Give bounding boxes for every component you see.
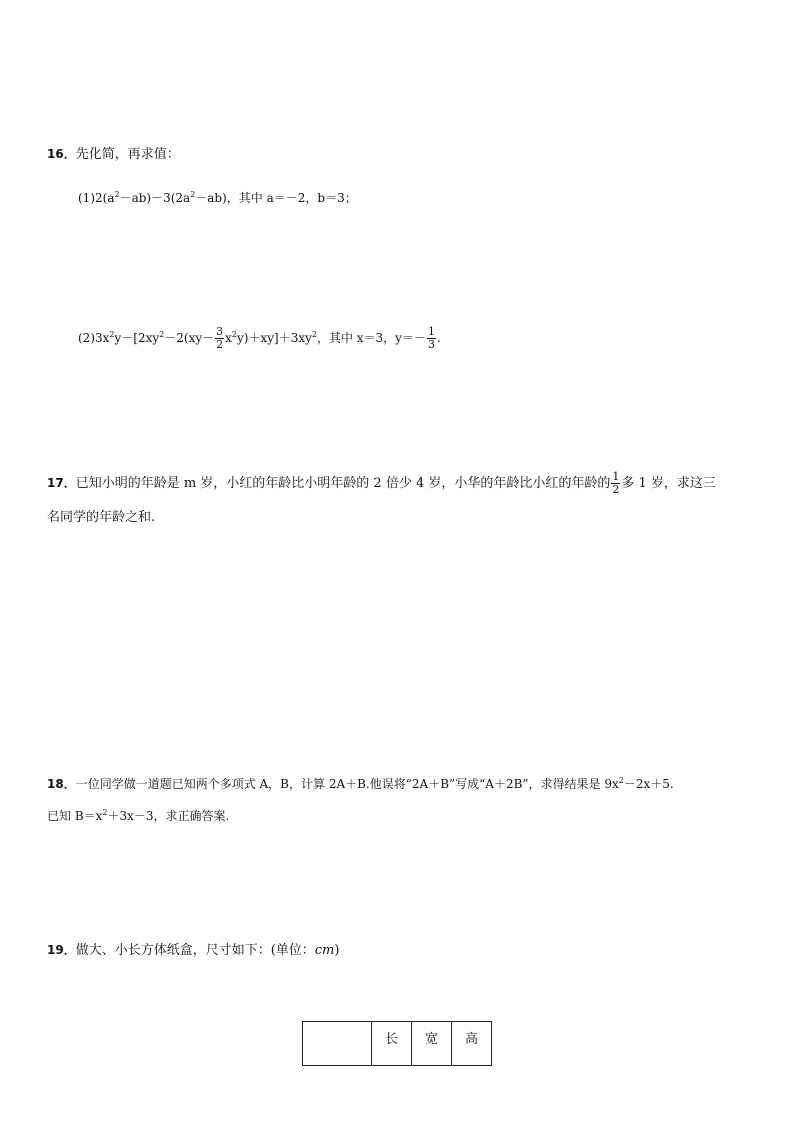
- q16-part1: [78, 188, 357, 208]
- fraction-numerator: 1: [612, 470, 620, 483]
- q18-text-b: －2x＋5.: [623, 777, 674, 791]
- q16-p2-text-e: y)＋xy]＋3xy: [237, 331, 312, 345]
- q16-p2-text-c: －2(xy－: [164, 331, 215, 345]
- q16-p2-sup-3: 2: [231, 330, 237, 339]
- q16-p2-fraction-one-third: [427, 326, 436, 351]
- q17-text-b: 多 1 岁，求这三: [621, 476, 716, 491]
- q16-p2-text-b: y－[2xy: [114, 331, 160, 345]
- fraction-denominator: 2: [216, 338, 224, 351]
- q16-p1-text-b: －ab)－3(2a: [119, 191, 191, 205]
- q17-fraction-one-half: [611, 471, 620, 496]
- table-header-cell: 长: [372, 1022, 412, 1066]
- q17-number: 17．: [47, 476, 76, 490]
- q16-number: 16．: [47, 147, 76, 161]
- q16-p2-fraction-three-halves: [215, 326, 224, 351]
- q16-prompt: 先化简，再求值：: [75, 147, 180, 162]
- q16-p2-sup-4: 2: [311, 330, 317, 339]
- q17-line-2: 名同学的年龄之和.: [47, 510, 156, 525]
- q19-line: [47, 940, 339, 961]
- q16-p2-text-g: .: [436, 331, 441, 345]
- table-header-cell: 高: [452, 1022, 492, 1066]
- q16-p2-sup-1: 2: [109, 330, 115, 339]
- table-header-cell: [303, 1022, 372, 1066]
- dimensions-table: [302, 1021, 492, 1066]
- q16-p2-text-d: x: [225, 331, 232, 345]
- q18-number: 18．: [47, 777, 76, 791]
- fraction-numerator: 3: [216, 325, 224, 338]
- q18-text-d: ＋3x－3，求正确答案.: [107, 809, 230, 823]
- q19-text: 做大、小长方体纸盒，尺寸如下：(单位：: [75, 943, 315, 958]
- table-header-cell: 宽: [412, 1022, 452, 1066]
- q18-text-a: 一位同学做一道题已知两个多项式 A，B，计算 2A＋B.他误将“2A＋B”写成“A＋2B”，求得结果是 9x: [75, 777, 619, 791]
- q16-p2-text-a: (2)3x: [78, 331, 110, 345]
- q18-line-2: [47, 806, 229, 826]
- q18-text-c: 已知 B＝x: [47, 809, 103, 823]
- q17-line-1: [47, 471, 716, 496]
- q18-line-1: [47, 774, 674, 794]
- q16-p2-sup-2: 2: [159, 330, 165, 339]
- q19-number: 19．: [47, 943, 76, 957]
- q16-p1-text-c: －ab)，其中 a＝－2，b＝3；: [195, 191, 357, 205]
- q16-p2-text-f: ，其中 x＝3，y＝－: [316, 331, 426, 345]
- q17-text-a: 已知小明的年龄是 m 岁，小红的年龄比小明年龄的 2 倍少 4 岁，小华的年龄比小红的年龄的: [75, 476, 611, 491]
- q18-sup-1: 2: [618, 776, 624, 785]
- q18-sup-2: 2: [102, 808, 108, 817]
- fraction-numerator: 1: [427, 325, 435, 338]
- q19-close-paren: ): [334, 943, 340, 958]
- fraction-denominator: 2: [612, 483, 620, 496]
- fraction-denominator: 3: [427, 338, 435, 351]
- q16-p1-sup-2: 2: [190, 190, 196, 199]
- table-header-row: [303, 1022, 492, 1066]
- q16-prompt-line: [47, 144, 180, 165]
- q16-part2: [78, 326, 441, 351]
- q19-unit: cm: [314, 943, 335, 958]
- q16-p1-text-a: (1)2(a: [78, 191, 115, 205]
- q16-p1-sup-1: 2: [114, 190, 120, 199]
